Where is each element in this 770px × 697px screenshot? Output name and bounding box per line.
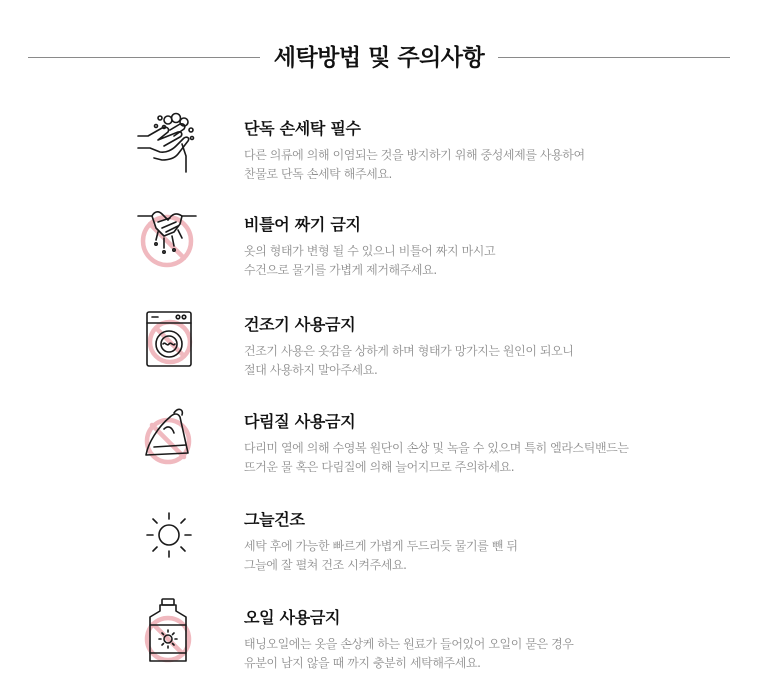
care-item-no-iron (0, 411, 770, 501)
hand-wash-icon (134, 110, 200, 176)
item-description (244, 439, 629, 477)
description-line: 뜨거운 물 혹은 다림질에 의해 늘어지므로 주의하세요. (244, 460, 515, 474)
care-item-no-dryer (0, 314, 770, 404)
item-description (244, 635, 574, 673)
item-description (244, 146, 585, 184)
description-line: 그늘에 잘 펼쳐 건조 시켜주세요. (244, 558, 407, 572)
item-title: 단독 손세탁 필수 (244, 119, 361, 138)
description-line: 건조기 사용은 옷감을 상하게 하며 형태가 망가지는 원인이 되오니 (244, 344, 574, 358)
description-line: 태닝오일에는 옷을 손상케 하는 원료가 들어있어 오일이 묻은 경우 (244, 637, 574, 651)
header-rule-left (28, 57, 260, 58)
description-line: 찬물로 단독 손세탁 해주세요. (244, 167, 392, 181)
description-line: 다리미 열에 의해 수영복 원단이 손상 및 녹을 수 있으며 특히 엘라스틱밴드는 (244, 441, 629, 455)
item-title: 오일 사용금지 (244, 608, 341, 627)
description-line: 수건으로 물기를 가볍게 제거해주세요. (244, 263, 437, 277)
no-oil-icon (134, 599, 200, 665)
care-item-no-wring (0, 214, 770, 304)
item-title: 건조기 사용금지 (244, 315, 356, 334)
no-dryer-icon (134, 306, 200, 372)
care-item-no-oil (0, 607, 770, 697)
section-header (0, 38, 770, 78)
care-item-shade-dry (0, 509, 770, 599)
item-description (244, 537, 518, 575)
description-line: 다른 의류에 의해 이염되는 것을 방지하기 위해 중성세제를 사용하여 (244, 148, 585, 162)
care-item-hand-wash (0, 118, 770, 208)
header-rule-right (498, 57, 730, 58)
item-title: 그늘건조 (244, 510, 305, 529)
no-wring-icon (134, 206, 200, 272)
item-description (244, 242, 495, 280)
page-title: 세탁방법 및 주의사항 (273, 45, 485, 71)
item-title: 다림질 사용금지 (244, 412, 356, 431)
shade-dry-icon (134, 501, 200, 567)
description-line: 유분이 남지 않을 때 까지 충분히 세탁해주세요. (244, 656, 481, 670)
description-line: 절대 사용하지 말아주세요. (244, 363, 378, 377)
item-title: 비틀어 짜기 금지 (244, 215, 361, 234)
no-iron-icon (134, 403, 200, 469)
item-description (244, 342, 574, 380)
description-line: 옷의 형태가 변형 될 수 있으니 비틀어 짜지 마시고 (244, 244, 496, 258)
description-line: 세탁 후에 가능한 빠르게 가볍게 두드리듯 물기를 뺀 뒤 (244, 539, 518, 553)
